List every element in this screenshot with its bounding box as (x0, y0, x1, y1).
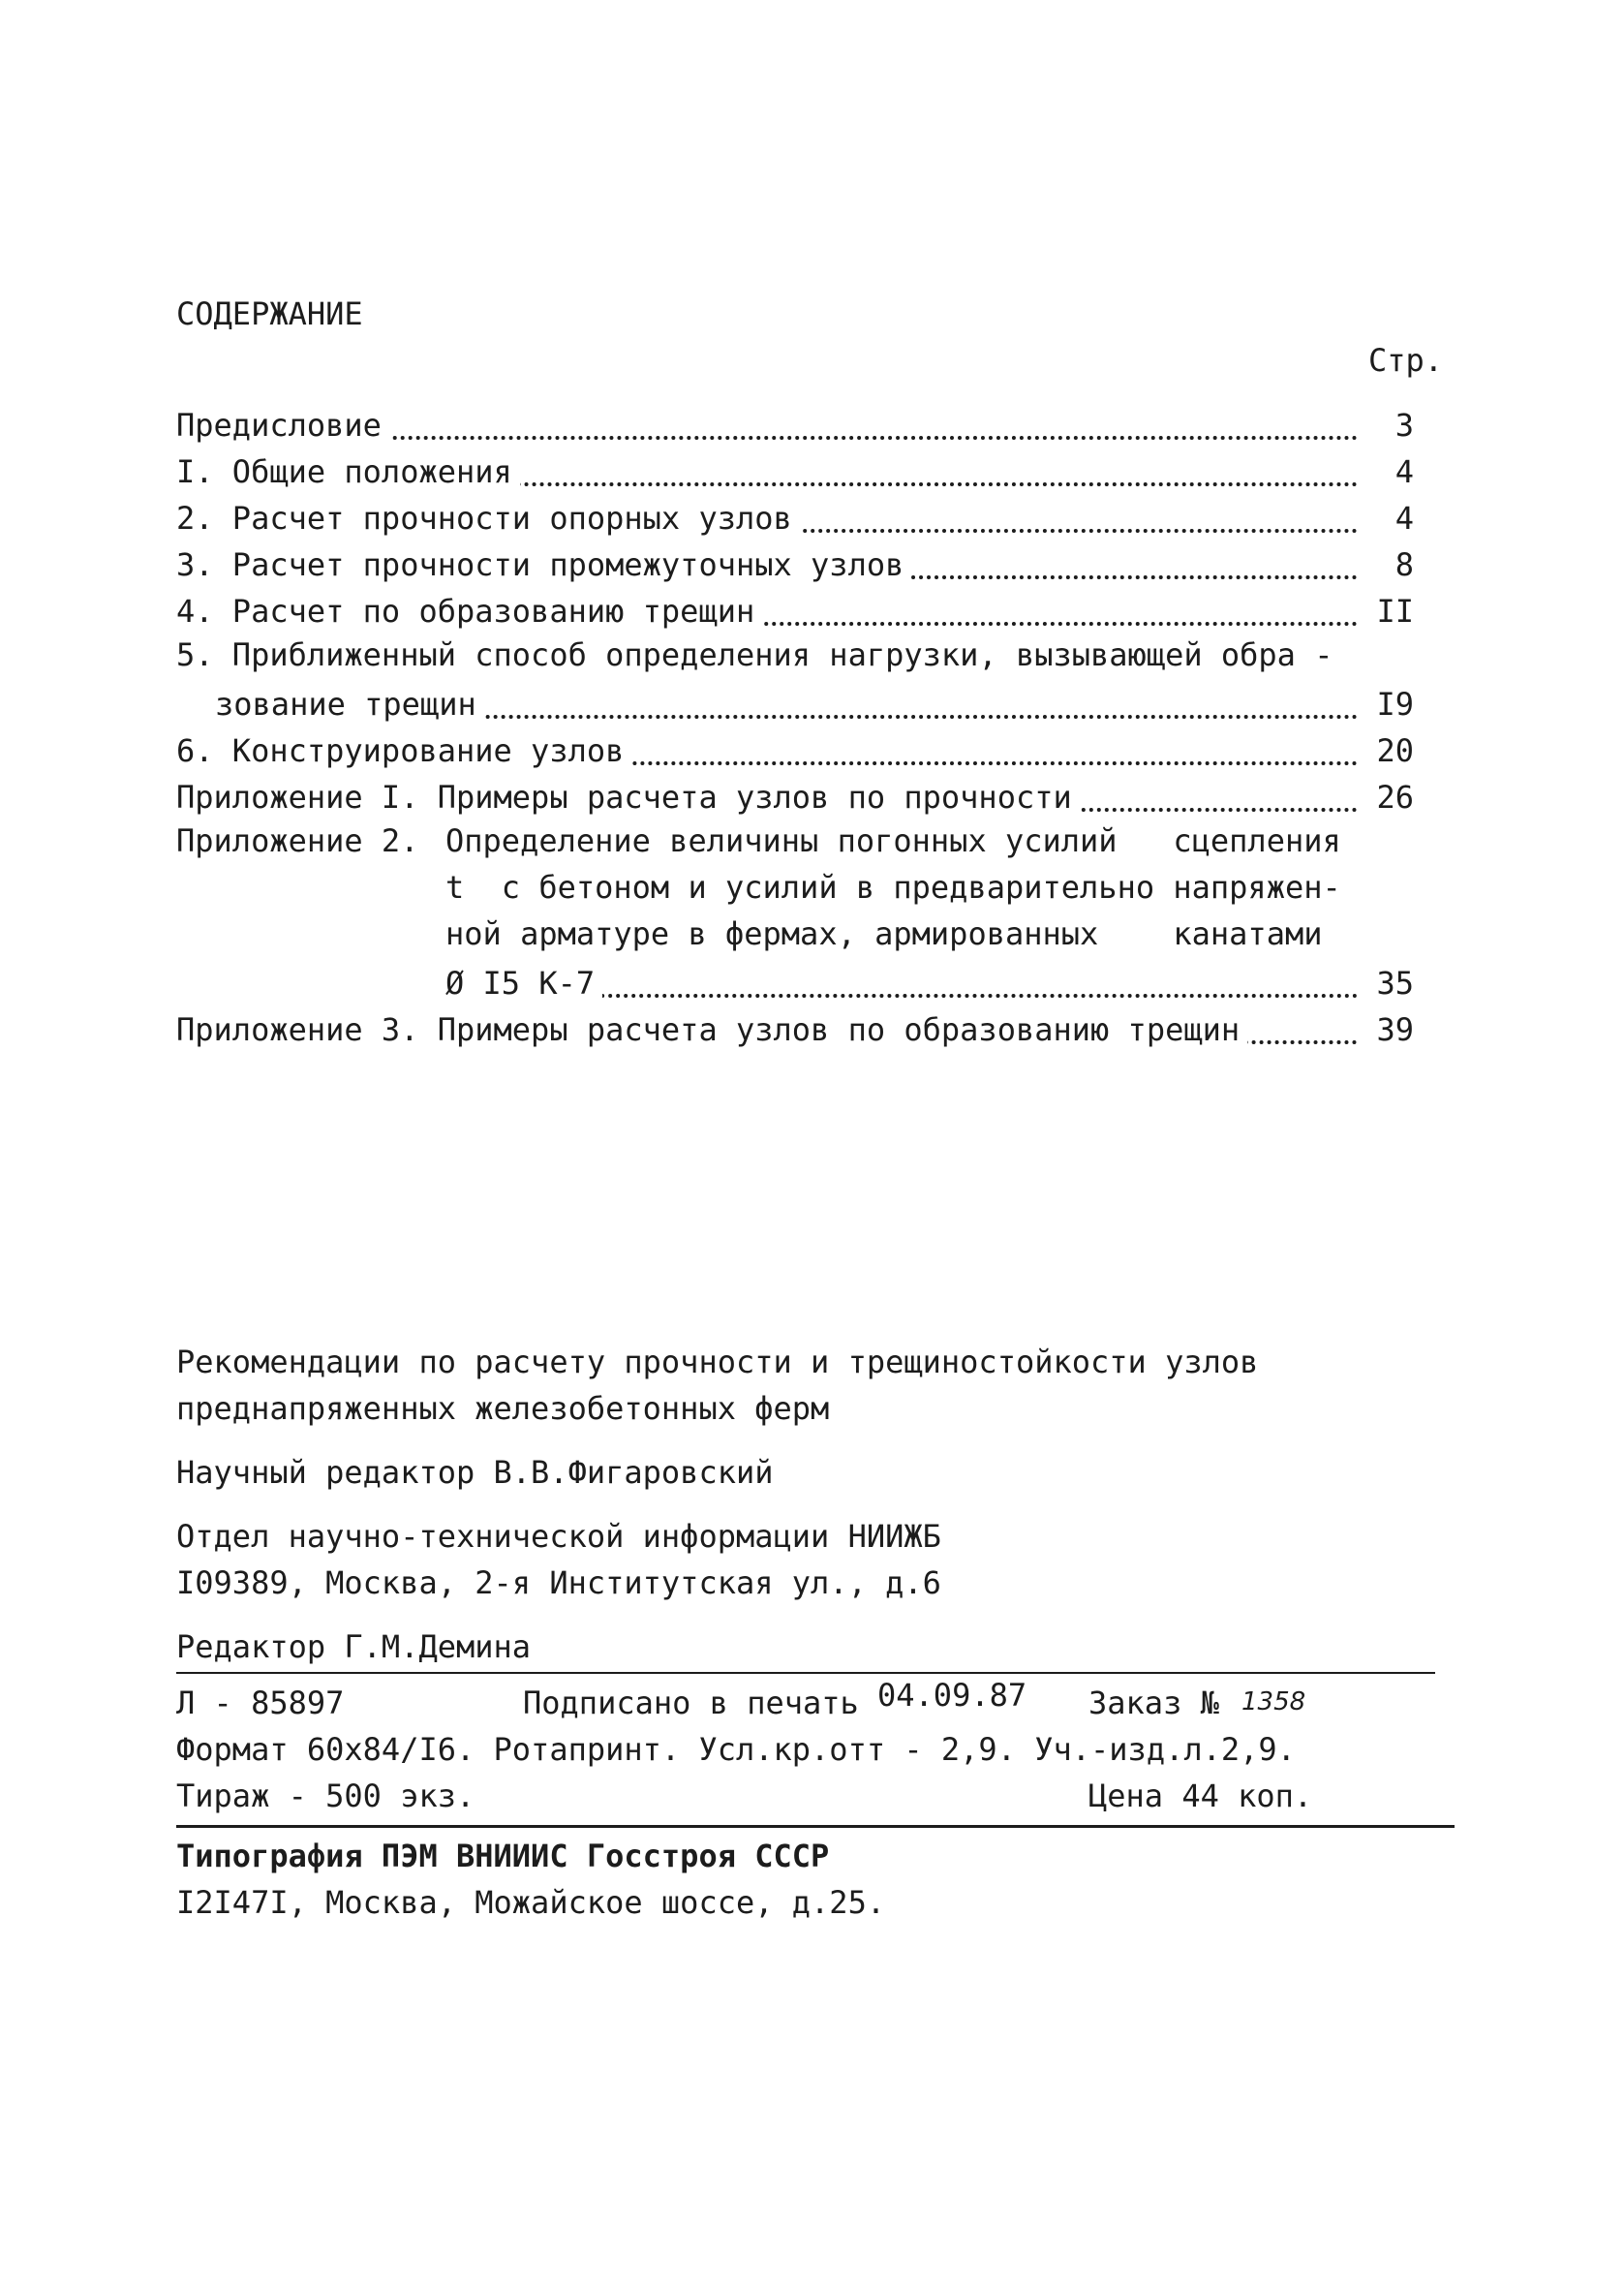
toc-entry-label: 2. Расчет прочности опорных узлов (176, 500, 800, 537)
toc-entry (176, 407, 1414, 446)
toc-entry-page: 3 (1388, 407, 1414, 444)
toc-appendix-prefix: Приложение 2. (176, 822, 419, 859)
scientific-editor: Научный редактор В.В.Фигаровский (176, 1454, 774, 1491)
toc-entry-label: Приложение I. Примеры расчета узлов по прочности (176, 779, 1080, 816)
format-line: Формат 60х84/I6. Ротапринт. Усл.кр.отт - 2,9. Уч.-изд.л.2,9. (176, 1731, 1296, 1768)
toc-entry (445, 965, 1414, 1004)
toc-entry (176, 500, 1414, 539)
toc-entry (176, 1011, 1414, 1050)
publisher-line1: Отдел научно-технической информации НИИЖБ (176, 1518, 941, 1555)
toc-entry (176, 546, 1414, 585)
toc-page-column-label: Стр. (1368, 342, 1444, 379)
divider (176, 1825, 1455, 1828)
toc-entry-page: 4 (1388, 453, 1414, 490)
book-title-line2: преднапряженных железобетонных ферм (176, 1390, 830, 1427)
toc-entry-label-line2: t с бетоном и усилий в предварительно напряжен- (445, 869, 1341, 906)
toc-entry-page: 4 (1388, 500, 1414, 537)
toc-entry-page: 8 (1388, 546, 1414, 583)
order-label: Заказ № (1088, 1685, 1219, 1721)
toc-entry-label-line1: 5. Приближенный способ определения нагрузки, вызывающей обра - (176, 636, 1333, 673)
price: Цена 44 коп. (1088, 1778, 1313, 1814)
toc-entry (176, 779, 1414, 818)
toc-entry-page: II (1368, 593, 1414, 630)
toc-entry-label-line2: зование трещин (215, 686, 484, 723)
toc-entry-label: 3. Расчет прочности промежуточных узлов (176, 546, 911, 583)
toc-entry-page: 35 (1368, 965, 1414, 1002)
toc-entry-label-line1: Определение величины погонных усилий сцепления (445, 822, 1341, 859)
toc-entry-label-line4: Ø I5 К-7 (445, 965, 602, 1002)
toc-entry-label: 4. Расчет по образованию трещин (176, 593, 762, 630)
circulation: Тираж - 500 экз. (176, 1778, 475, 1814)
toc-entry-label-line3: ной арматуре в фермах, армированных канатами (445, 915, 1323, 952)
toc-entry (176, 593, 1414, 632)
toc-entry-page: 39 (1368, 1011, 1414, 1048)
license-number: Л - 85897 (176, 1685, 345, 1721)
editor: Редактор Г.М.Демина (176, 1628, 532, 1665)
toc-entry-page: 26 (1368, 779, 1414, 816)
toc-entry-label: Приложение 3. Примеры расчета узлов по образованию трещин (176, 1011, 1247, 1048)
toc-entry (176, 453, 1414, 492)
printer-line1: Типография ПЭМ ВНИИИС Госстроя СССР (176, 1838, 830, 1874)
order-number: 1358 (1241, 1687, 1306, 1716)
toc-entry-label: 6. Конструирование узлов (176, 732, 631, 769)
signed-date: 04.09.87 (877, 1677, 1027, 1714)
printer-line2: I2I47I, Москва, Можайское шоссе, д.25. (176, 1884, 886, 1921)
toc-entry-label: I. Общие положения (176, 453, 520, 490)
signed-label: Подписано в печать (523, 1685, 859, 1721)
toc-entry (176, 732, 1414, 771)
publisher-line2: I09389, Москва, 2-я Институтская ул., д.6 (176, 1564, 941, 1601)
toc-entry-page: 20 (1368, 732, 1414, 769)
divider (176, 1672, 1435, 1674)
toc-entry (215, 686, 1414, 725)
book-title-line1: Рекомендации по расчету прочности и трещиностойкости узлов (176, 1344, 1259, 1380)
toc-entry-page: I9 (1368, 686, 1414, 723)
toc-entry-label: Предисловие (176, 407, 389, 444)
toc-title: СОДЕРЖАНИЕ (176, 295, 363, 332)
